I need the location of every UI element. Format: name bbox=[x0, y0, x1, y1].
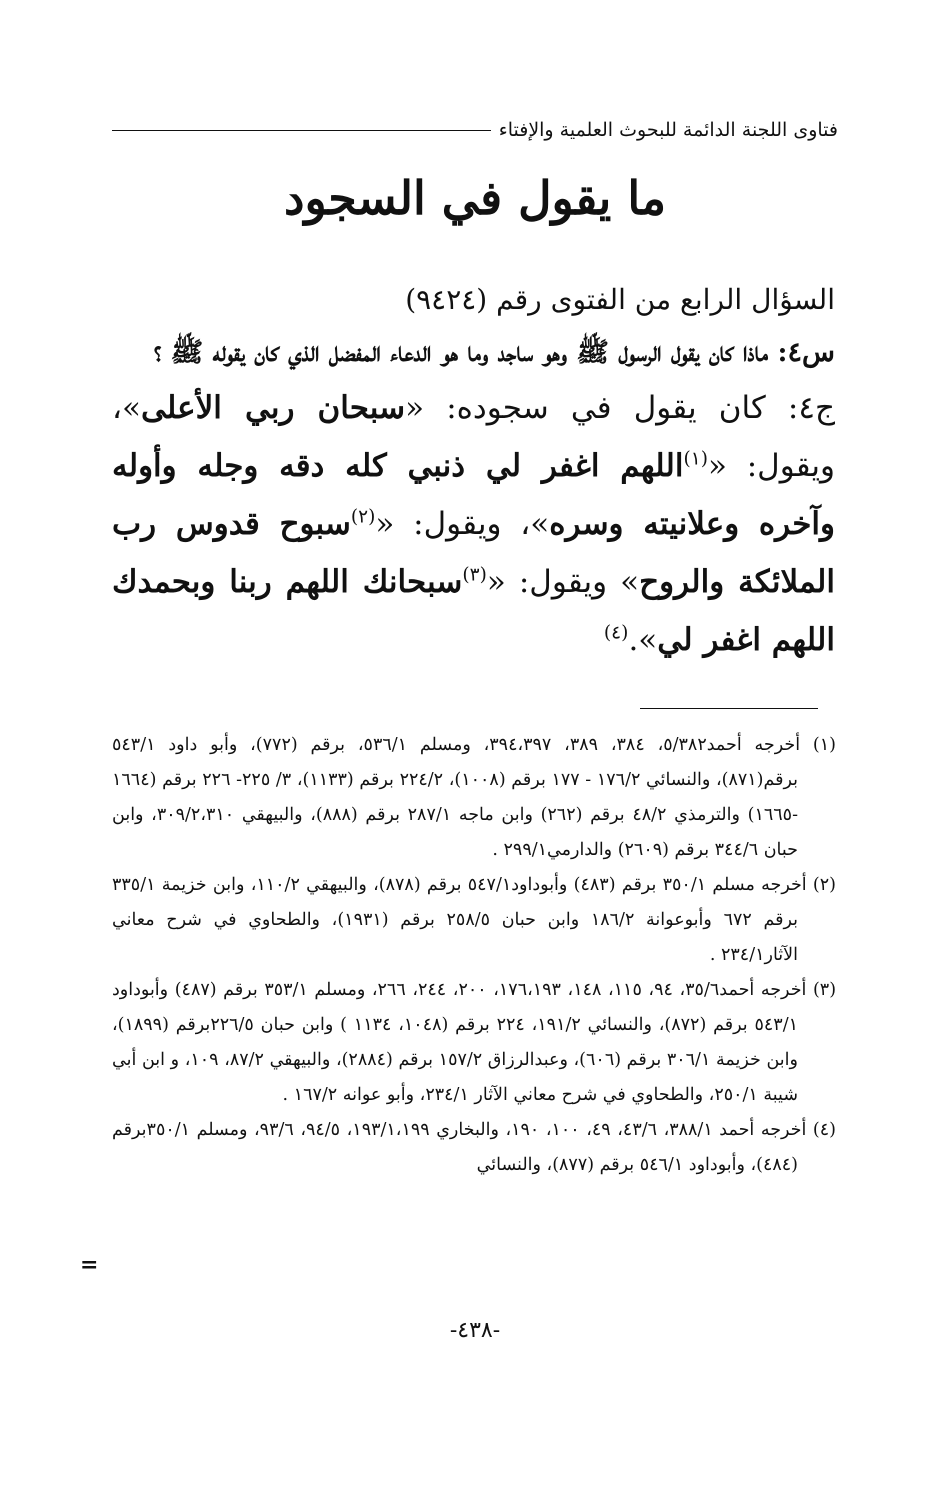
running-header bbox=[112, 112, 838, 148]
answer-part-4: » ويقول: « bbox=[486, 564, 640, 600]
dua-1: سبحان ربي الأعلى bbox=[140, 390, 406, 426]
footnote-1: (١) أخرجه أحمد٥/٣٨٢، ٣٨٤، ٣٨٩، ٣٩٤،٣٩٧، ومسلم ٥٣٦/١، برقم (٧٧٢)، وأبو داود ٥٤٣/١ برقم(٨٧١)، والنسائي ١٧٦/٢ - ١٧٧ برقم (١٠٠٨)، ٢٢٤/٢ برقم (١١٣٣)، ٣/ ٢٢٥- ٢٢٦ برقم (١٦٦٤ -١٦٦٥) والترمذي ٤٨/٢ برقم (٢٦٢) وابن ماجه ٢٨٧/١ برقم (٨٨٨)، والبيهقي ٣٠٩/٢،٣١٠، وابن حبان ٣٤٤/٦ برقم (٢٦٠٩) والدارمي٢٩٩/١ . bbox=[112, 735, 836, 860]
continuation-mark: = bbox=[80, 1252, 99, 1278]
section-title: ما يقول في السجود bbox=[283, 171, 667, 225]
footnote-2: (٢) أخرجه مسلم ٣٥٠/١ برقم (٤٨٣) وأبوداود٥٤٧/١ برقم (٨٧٨)، والبيهقي ١١٠/٢، وابن خزيمة ٣٣٥/١ برقم ٦٧٢ وأبوعوانة ١٨٦/٢ وابن حبان ٢٥٨/٥ برقم (١٩٣١)، والطحاوي في شرح معاني الآثار٢٣٤/١ . bbox=[112, 875, 836, 965]
dua-3: سبوح قدوس رب الملائكة والروح bbox=[112, 506, 835, 600]
header-rule bbox=[112, 130, 491, 131]
page-number: -٤٣٨- bbox=[449, 1318, 501, 1343]
question-source: السؤال الرابع من الفتوى رقم (٩٤٢٤) bbox=[405, 283, 835, 316]
footnote-4: (٤) أخرجه أحمد ٣٨٨/١، ٤٣/٦، ٤٩، ١٠٠، ١٩٠، والبخاري ١٩٣/١،١٩٩، ٩٤/٥، ٩٣/٦، ومسلم ٣٥٠/١برقم (٤٨٤)، وأبوداود ٥٤٦/١ برقم (٨٧٧)، والنسائي bbox=[112, 1120, 836, 1175]
footnote-ref-1: (١) bbox=[683, 448, 708, 470]
fatwa-body bbox=[112, 272, 835, 669]
answer-part-1: ج٤: كان يقول في سجوده: « bbox=[405, 390, 835, 426]
footnote-ref-2: (٢) bbox=[350, 506, 376, 528]
footnote-3: (٣) أخرجه أحمد٣٥/٦، ٩٤، ١١٥، ١٤٨، ١٧٦،١٩٣، ٢٠٠، ٢٤٤، ٢٦٦، ومسلم ٣٥٣/١ برقم (٤٨٧) وأبوداود ٥٤٣/١ برقم (٨٧٢)، والنسائي ١٩١/٢، ٢٢٤ برقم (١٠٤٨، ١١٣٤ ) وابن حبان ٢٢٦/٥برقم (١٨٩٩)، وابن خزيمة ٣٠٦/١ برقم (٦٠٦)، وعبدالرزاق ١٥٧/٢ برقم (٢٨٨٤)، والبيهقي ٨٧/٢، ١٠٩، و ابن أبي شيبة ٢٥٠/١، والطحاوي في شرح معاني الآثار ٢٣٤/١، وأبو عوانه ١٦٧/٢ . bbox=[112, 980, 837, 1105]
footnotes bbox=[112, 728, 836, 1183]
footnote-ref-4: (٤) bbox=[603, 622, 629, 644]
dua-4: سبحانك اللهم ربنا وبحمدك اللهم اغفر لي bbox=[112, 564, 835, 658]
footnote-ref-3: (٣) bbox=[462, 564, 487, 586]
dua-2: اللهم اغفر لي ذنبي كله دقه وجله وأوله وآخره وعلانيته وسره bbox=[112, 448, 835, 542]
footnote-separator bbox=[640, 708, 818, 709]
answer-part-5: ». bbox=[628, 622, 658, 658]
answer-part-3: »، ويقول: « bbox=[375, 506, 550, 542]
answer-part-2: »، ويقول: « bbox=[112, 390, 835, 484]
answer-text bbox=[112, 379, 835, 669]
question-text: س٤: ماذا كان يقول الرسول ﷺ وهو ساجد وما هو الدعاء المفضل الذي كان يقوله ﷺ ؟ bbox=[153, 337, 835, 368]
running-title: فتاوى اللجنة الدائمة للبحوث العلمية والإفتاء bbox=[498, 119, 838, 141]
